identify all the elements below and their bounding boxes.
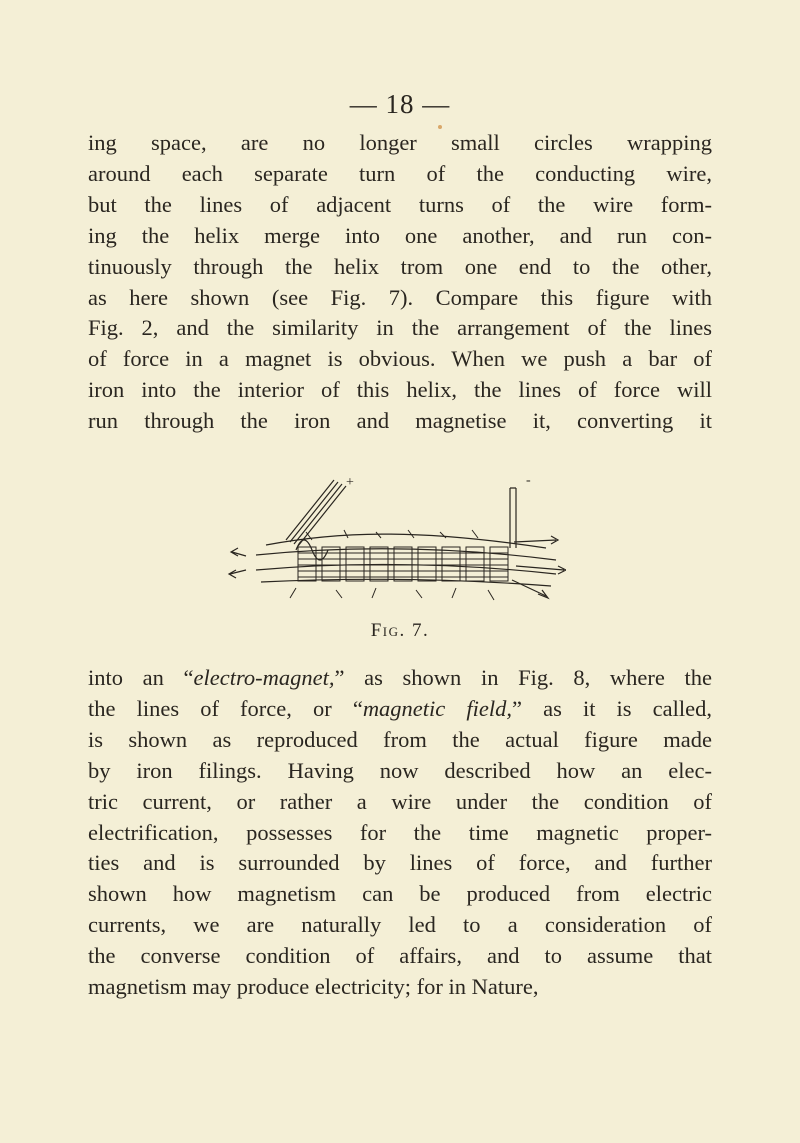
figure-caption: Fig. 7. bbox=[370, 620, 430, 641]
text-line: into an “electro-magnet,” as shown in Fig. 8, where the bbox=[88, 665, 713, 690]
plus-label: + bbox=[346, 475, 354, 490]
emphasis-magnetic-field: magnetic field, bbox=[362, 695, 513, 721]
text-line: tinuously through the helix trom one end to the other, bbox=[88, 253, 712, 279]
text-line: ing space, are no longer small circles wrapping bbox=[88, 130, 712, 155]
text-line: by iron filings. Having now described how an elec- bbox=[88, 757, 712, 783]
minus-label: - bbox=[526, 473, 531, 488]
text-line: electrification, possesses for the time magnetic proper- bbox=[88, 819, 712, 845]
text-line: the lines of force, or “magnetic field,” as it is called, bbox=[88, 695, 713, 721]
paragraph-bottom bbox=[88, 663, 712, 1003]
paragraph-top bbox=[88, 128, 712, 437]
text-line: iron into the interior of this helix, the lines of force will bbox=[88, 377, 712, 403]
text-line: shown how magnetism can be produced from electric bbox=[88, 881, 712, 907]
text-line: tric current, or rather a wire under the condition of bbox=[88, 788, 712, 814]
page-number: — 18 — bbox=[349, 89, 451, 119]
text-line: run through the iron and magnetise it, converting it bbox=[88, 408, 712, 434]
text-line: is shown as reproduced from the actual figure made bbox=[88, 726, 712, 752]
text-line: magnetism may produce electricity; for in Nature, bbox=[88, 974, 539, 1000]
wire-lead-negative bbox=[510, 488, 516, 548]
text-line: around each separate turn of the conducting wire, bbox=[88, 160, 712, 186]
text-line: as here shown (see Fig. 7). Compare this figure with bbox=[88, 284, 712, 310]
text-line: but the lines of adjacent turns of the wire form- bbox=[88, 191, 712, 217]
emphasis-electro-magnet: electro-magnet, bbox=[193, 665, 335, 690]
text-line: of force in a magnet is obvious. When we push a bar of bbox=[88, 346, 712, 372]
text-line: Fig. 2, and the similarity in the arrangement of the lines bbox=[88, 315, 712, 341]
text-line: the converse condition of affairs, and to assume that bbox=[88, 943, 712, 969]
text-line: ties and is surrounded by lines of force, and further bbox=[88, 850, 712, 876]
text-line: ing the helix merge into one another, and run con- bbox=[88, 222, 712, 248]
helix-field-figure bbox=[226, 470, 566, 610]
helix-coils bbox=[256, 534, 556, 586]
text-line: currents, we are naturally led to a consideration of bbox=[88, 912, 712, 938]
